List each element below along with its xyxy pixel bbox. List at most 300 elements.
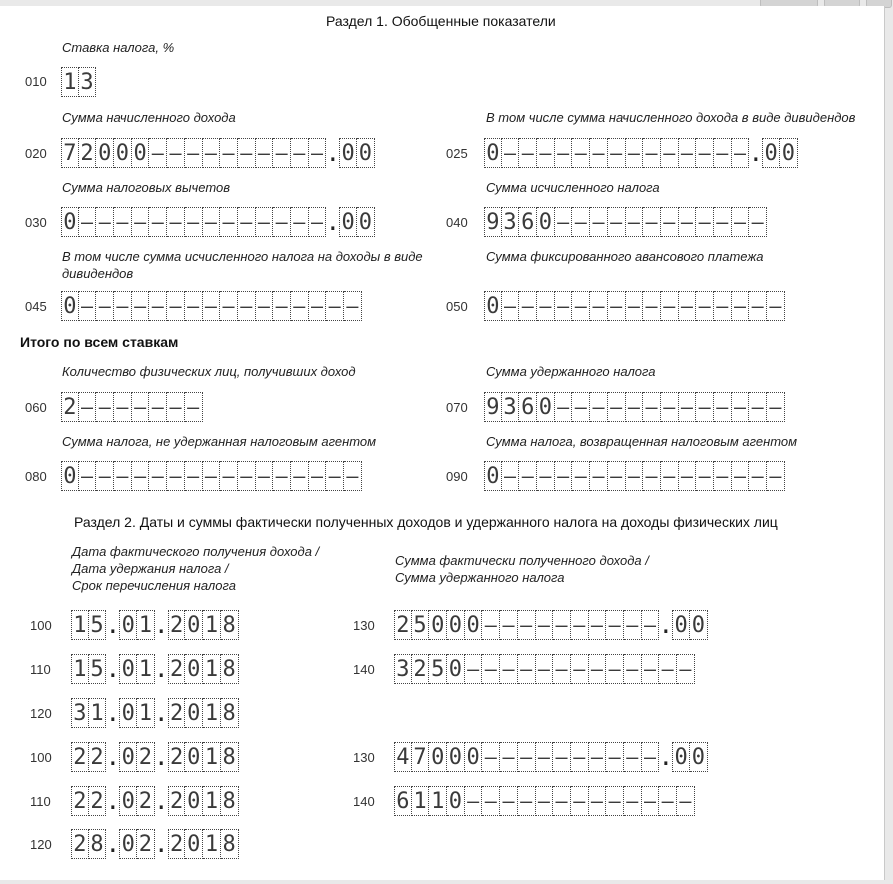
cell-digit: 0	[119, 610, 137, 640]
cell-digit: 8	[221, 610, 239, 640]
section2-date-code: 100	[30, 750, 52, 765]
cell-dash: –	[626, 291, 644, 321]
cell-dash: –	[114, 207, 132, 237]
cell-dash: –	[555, 461, 573, 491]
cell-dash: –	[500, 654, 518, 684]
cell-dash: –	[696, 291, 714, 321]
cell-dash: –	[642, 742, 660, 772]
cell-digit: 2	[79, 138, 97, 168]
cell-digit: 5	[89, 610, 107, 640]
cell-dash: –	[732, 207, 750, 237]
cell-dash: –	[732, 392, 750, 422]
cell-dash: –	[79, 461, 97, 491]
cell-dash: –	[518, 742, 536, 772]
cell-digit: 1	[71, 610, 89, 640]
cell-dash: –	[590, 291, 608, 321]
cell-dash: –	[696, 138, 714, 168]
field-070-cells[interactable]	[484, 392, 785, 422]
cell-digit: 0	[185, 610, 203, 640]
field-080-cells[interactable]	[61, 461, 362, 491]
cell-dash: –	[114, 461, 132, 491]
cell-dash: –	[167, 207, 185, 237]
cell-dash: –	[132, 461, 150, 491]
cell-dash: –	[537, 291, 555, 321]
decimal-point: .	[154, 699, 169, 727]
cell-dash: –	[661, 291, 679, 321]
cell-digit: 0	[484, 461, 502, 491]
cell-dash: –	[553, 742, 571, 772]
cell-dash: –	[714, 392, 732, 422]
field-020-code: 020	[25, 146, 47, 161]
cell-dash: –	[624, 742, 642, 772]
field-080-label: Сумма налога, не удержанная налоговым агентом	[62, 434, 377, 449]
section2-right-header-line: Сумма удержанного налога	[395, 570, 565, 585]
cell-dash: –	[132, 291, 150, 321]
cell-digit: 1	[137, 698, 155, 728]
field-090-cells[interactable]	[484, 461, 785, 491]
cell-dash: –	[256, 291, 274, 321]
cell-digit: 0	[429, 742, 447, 772]
field-050-cells[interactable]	[484, 291, 785, 321]
cell-digit: 2	[71, 786, 89, 816]
cell-dash: –	[659, 654, 677, 684]
cell-dash: –	[256, 461, 274, 491]
section2-amount-cells[interactable]	[394, 742, 708, 772]
cell-dash: –	[519, 138, 537, 168]
cell-digit: 2	[168, 829, 186, 859]
cell-digit: 2	[89, 786, 107, 816]
section2-date-cells[interactable]	[71, 829, 239, 859]
section2-left-header-line: Срок перечисления налога	[72, 578, 236, 593]
section2-left-header-line: Дата фактического получения дохода /	[72, 544, 320, 559]
cell-dash: –	[273, 461, 291, 491]
field-020-cells[interactable]	[61, 138, 375, 168]
cell-digit: 0	[780, 138, 798, 168]
cell-digit: 0	[185, 786, 203, 816]
cell-digit: 8	[221, 829, 239, 859]
cell-digit: 0	[537, 207, 555, 237]
cell-dash: –	[238, 138, 256, 168]
cell-dash: –	[185, 291, 203, 321]
cell-digit: 1	[61, 67, 79, 97]
cell-dash: –	[555, 138, 573, 168]
cell-dash: –	[626, 207, 644, 237]
cell-dash: –	[624, 610, 642, 640]
cell-dash: –	[96, 207, 114, 237]
cell-dash: –	[149, 461, 167, 491]
section2-date-cells[interactable]	[71, 742, 239, 772]
cell-dash: –	[626, 138, 644, 168]
cell-dash: –	[571, 654, 589, 684]
cell-dash: –	[203, 291, 221, 321]
cell-dash: –	[608, 392, 626, 422]
cell-digit: 2	[71, 829, 89, 859]
cell-dash: –	[642, 786, 660, 816]
cell-dash: –	[642, 654, 660, 684]
field-025-code: 025	[446, 146, 468, 161]
cell-digit: 0	[185, 698, 203, 728]
field-090-label: Сумма налога, возвращенная налоговым агентом	[486, 434, 798, 449]
cell-dash: –	[220, 207, 238, 237]
cell-dash: –	[465, 786, 483, 816]
cell-digit: 5	[89, 654, 107, 684]
cell-dash: –	[500, 786, 518, 816]
field-050-label: Сумма фиксированного авансового платежа	[486, 249, 764, 264]
cell-dash: –	[482, 742, 500, 772]
cell-dash: –	[696, 392, 714, 422]
cell-digit: 0	[762, 138, 780, 168]
cell-dash: –	[465, 654, 483, 684]
cell-dash: –	[96, 392, 114, 422]
decimal-point: .	[325, 208, 341, 236]
section2-amount-code: 130	[353, 618, 375, 633]
cell-dash: –	[749, 291, 767, 321]
cell-dash: –	[519, 461, 537, 491]
cell-dash: –	[572, 461, 590, 491]
cell-digit: 0	[484, 291, 502, 321]
cell-digit: 5	[429, 654, 447, 684]
cell-dash: –	[500, 742, 518, 772]
cell-dash: –	[167, 461, 185, 491]
cell-dash: –	[519, 291, 537, 321]
cell-digit: 1	[203, 742, 221, 772]
cell-dash: –	[149, 207, 167, 237]
cell-dash: –	[149, 291, 167, 321]
cell-dash: –	[537, 138, 555, 168]
cell-dash: –	[220, 138, 238, 168]
cell-dash: –	[220, 291, 238, 321]
cell-dash: –	[714, 461, 732, 491]
cell-dash: –	[626, 392, 644, 422]
cell-dash: –	[571, 742, 589, 772]
cell-dash: –	[96, 461, 114, 491]
field-070-code: 070	[446, 400, 468, 415]
cell-dash: –	[203, 461, 221, 491]
cell-digit: 2	[168, 786, 186, 816]
cell-digit: 9	[484, 207, 502, 237]
field-040-code: 040	[446, 215, 468, 230]
cell-dash: –	[502, 138, 520, 168]
section2-date-cells[interactable]	[71, 610, 239, 640]
cell-dash: –	[273, 291, 291, 321]
cell-dash: –	[749, 207, 767, 237]
cell-dash: –	[79, 392, 97, 422]
field-060-code: 060	[25, 400, 47, 415]
section2-amount-cells[interactable]	[394, 654, 695, 684]
cell-dash: –	[537, 461, 555, 491]
cell-dash: –	[203, 207, 221, 237]
cell-digit: 9	[484, 392, 502, 422]
cell-digit: 8	[221, 742, 239, 772]
cell-digit: 8	[221, 654, 239, 684]
cell-digit: 0	[484, 138, 502, 168]
cell-digit: 0	[357, 207, 375, 237]
cell-dash: –	[326, 291, 344, 321]
cell-dash: –	[185, 207, 203, 237]
cell-dash: –	[732, 138, 750, 168]
decimal-point: .	[105, 655, 121, 683]
cell-digit: 1	[137, 654, 155, 684]
cell-dash: –	[273, 207, 291, 237]
cell-dash: –	[167, 291, 185, 321]
decimal-point: .	[105, 787, 121, 815]
cell-digit: 1	[203, 698, 221, 728]
cell-dash: –	[482, 786, 500, 816]
section2-amount-code: 130	[353, 750, 375, 765]
cell-dash: –	[291, 461, 309, 491]
cell-dash: –	[732, 461, 750, 491]
cell-dash: –	[606, 610, 624, 640]
cell-digit: 2	[168, 698, 186, 728]
cell-dash: –	[309, 291, 327, 321]
cell-digit: 8	[221, 698, 239, 728]
field-045-code: 045	[25, 299, 47, 314]
cell-dash: –	[291, 291, 309, 321]
cell-dash: –	[149, 392, 167, 422]
section2-date-cells[interactable]	[71, 698, 239, 728]
cell-dash: –	[571, 786, 589, 816]
cell-dash: –	[606, 654, 624, 684]
cell-digit: 3	[502, 392, 520, 422]
cell-dash: –	[624, 786, 642, 816]
cell-digit: 2	[137, 742, 155, 772]
cell-digit: 0	[447, 610, 465, 640]
cell-dash: –	[696, 461, 714, 491]
cell-dash: –	[291, 207, 309, 237]
decimal-point: .	[154, 743, 169, 771]
cell-dash: –	[606, 742, 624, 772]
cell-dash: –	[590, 138, 608, 168]
cell-digit: 6	[519, 207, 537, 237]
decimal-point: .	[658, 743, 674, 771]
cell-dash: –	[536, 610, 554, 640]
cell-dash: –	[238, 291, 256, 321]
cell-dash: –	[643, 461, 661, 491]
cell-digit: 2	[394, 610, 412, 640]
cell-digit: 2	[137, 829, 155, 859]
section2-amount-cells[interactable]	[394, 610, 708, 640]
cell-digit: 0	[465, 610, 483, 640]
cell-dash: –	[590, 207, 608, 237]
cell-dash: –	[767, 392, 785, 422]
cell-dash: –	[661, 461, 679, 491]
cell-dash: –	[326, 461, 344, 491]
section2-date-code: 120	[30, 837, 52, 852]
cell-dash: –	[536, 654, 554, 684]
cell-digit: 0	[119, 829, 137, 859]
field-020-label: Сумма начисленного дохода	[62, 110, 236, 125]
cell-digit: 0	[690, 742, 708, 772]
cell-dash: –	[553, 786, 571, 816]
cell-digit: 1	[203, 654, 221, 684]
totals-heading: Итого по всем ставкам	[20, 334, 179, 350]
cell-dash: –	[677, 786, 695, 816]
cell-digit: 0	[119, 742, 137, 772]
cell-digit: 0	[119, 786, 137, 816]
cell-dash: –	[643, 392, 661, 422]
decimal-point: .	[105, 743, 121, 771]
decimal-point: .	[105, 830, 121, 858]
cell-dash: –	[553, 610, 571, 640]
cell-dash: –	[714, 291, 732, 321]
cell-digit: 6	[519, 392, 537, 422]
field-025-cells[interactable]	[484, 138, 798, 168]
cell-dash: –	[309, 461, 327, 491]
cell-dash: –	[132, 392, 150, 422]
cell-dash: –	[572, 207, 590, 237]
cell-digit: 0	[537, 392, 555, 422]
section2-date-cells[interactable]	[71, 786, 239, 816]
cell-digit: 0	[132, 138, 150, 168]
section2-amount-cells[interactable]	[394, 786, 695, 816]
cell-dash: –	[714, 138, 732, 168]
cell-dash: –	[590, 461, 608, 491]
field-030-code: 030	[25, 215, 47, 230]
cell-digit: 5	[412, 610, 430, 640]
cell-dash: –	[643, 291, 661, 321]
cell-dash: –	[149, 138, 167, 168]
cell-dash: –	[555, 207, 573, 237]
cell-dash: –	[677, 654, 695, 684]
decimal-point: .	[325, 139, 341, 167]
cell-digit: 0	[465, 742, 483, 772]
decimal-point: .	[154, 611, 169, 639]
cell-digit: 0	[672, 742, 690, 772]
cell-digit: 7	[412, 742, 430, 772]
section2-date-code: 110	[30, 662, 51, 677]
cell-dash: –	[555, 291, 573, 321]
cell-digit: 0	[96, 138, 114, 168]
cell-dash: –	[661, 138, 679, 168]
cell-dash: –	[589, 786, 607, 816]
field-010-label: Ставка налога, %	[62, 40, 175, 55]
cell-dash: –	[606, 786, 624, 816]
cell-dash: –	[589, 654, 607, 684]
cell-dash: –	[608, 291, 626, 321]
cell-digit: 2	[71, 742, 89, 772]
cell-dash: –	[572, 138, 590, 168]
cell-dash: –	[661, 392, 679, 422]
cell-digit: 1	[203, 829, 221, 859]
decimal-point: .	[154, 830, 169, 858]
cell-dash: –	[589, 610, 607, 640]
cell-digit: 3	[502, 207, 520, 237]
cell-dash: –	[696, 207, 714, 237]
cell-dash: –	[185, 461, 203, 491]
field-045-cells[interactable]	[61, 291, 362, 321]
cell-digit: 0	[119, 698, 137, 728]
cell-dash: –	[608, 207, 626, 237]
cell-digit: 0	[185, 829, 203, 859]
section2-date-code: 110	[30, 794, 51, 809]
section2-left-header-line: Дата удержания налога /	[72, 561, 229, 576]
cell-dash: –	[732, 291, 750, 321]
cell-digit: 4	[394, 742, 412, 772]
cell-digit: 0	[339, 138, 357, 168]
section2-amount-code: 140	[353, 794, 375, 809]
cell-digit: 0	[61, 461, 79, 491]
cell-dash: –	[643, 207, 661, 237]
cell-dash: –	[626, 461, 644, 491]
cell-digit: 1	[203, 786, 221, 816]
cell-dash: –	[659, 786, 677, 816]
cell-digit: 6	[394, 786, 412, 816]
decimal-point: .	[105, 611, 121, 639]
cell-dash: –	[114, 291, 132, 321]
cell-dash: –	[273, 138, 291, 168]
cell-digit: 0	[447, 742, 465, 772]
cell-dash: –	[571, 610, 589, 640]
cell-dash: –	[482, 610, 500, 640]
field-030-label: Сумма налоговых вычетов	[62, 180, 231, 195]
section2-right-header-line: Сумма фактически полученного дохода /	[395, 553, 649, 568]
cell-digit: 2	[89, 742, 107, 772]
cell-digit: 1	[412, 786, 430, 816]
cell-digit: 0	[339, 207, 357, 237]
cell-dash: –	[185, 392, 203, 422]
cell-digit: 0	[114, 138, 132, 168]
cell-dash: –	[309, 138, 327, 168]
cell-digit: 8	[221, 786, 239, 816]
field-040-cells[interactable]	[484, 207, 767, 237]
field-070-label: Сумма удержанного налога	[486, 364, 656, 379]
cell-dash: –	[608, 461, 626, 491]
section2-amount-code: 140	[353, 662, 375, 677]
field-025-label: В том числе сумма начисленного дохода в виде дивидендов	[486, 110, 856, 125]
cell-dash: –	[643, 138, 661, 168]
cell-digit: 3	[71, 698, 89, 728]
cell-digit: 0	[185, 742, 203, 772]
cell-dash: –	[642, 610, 660, 640]
cell-dash: –	[291, 138, 309, 168]
form-sheet	[0, 6, 885, 880]
cell-dash: –	[679, 392, 697, 422]
cell-dash: –	[572, 392, 590, 422]
decimal-point: .	[748, 139, 764, 167]
cell-dash: –	[518, 786, 536, 816]
cell-digit: 0	[672, 610, 690, 640]
section2-date-cells[interactable]	[71, 654, 239, 684]
cell-digit: 2	[412, 654, 430, 684]
cell-digit: 1	[89, 698, 107, 728]
cell-digit: 0	[61, 291, 79, 321]
section2-date-code: 120	[30, 706, 52, 721]
cell-dash: –	[309, 207, 327, 237]
cell-digit: 0	[185, 654, 203, 684]
cell-dash: –	[518, 654, 536, 684]
field-040-label: Сумма исчисленного налога	[486, 180, 660, 195]
cell-dash: –	[749, 392, 767, 422]
cell-dash: –	[79, 291, 97, 321]
cell-dash: –	[502, 461, 520, 491]
field-060-cells[interactable]	[61, 392, 203, 422]
cell-digit: 2	[168, 654, 186, 684]
cell-digit: 0	[447, 786, 465, 816]
cell-dash: –	[661, 207, 679, 237]
cell-dash: –	[482, 654, 500, 684]
cell-digit: 2	[168, 742, 186, 772]
field-010-cells[interactable]	[61, 67, 96, 97]
cell-dash: –	[185, 138, 203, 168]
cell-dash: –	[536, 786, 554, 816]
cell-digit: 2	[168, 610, 186, 640]
decimal-point: .	[154, 655, 169, 683]
field-030-cells[interactable]	[61, 207, 375, 237]
cell-dash: –	[679, 138, 697, 168]
cell-dash: –	[238, 207, 256, 237]
cell-dash: –	[767, 291, 785, 321]
section2-date-code: 100	[30, 618, 52, 633]
